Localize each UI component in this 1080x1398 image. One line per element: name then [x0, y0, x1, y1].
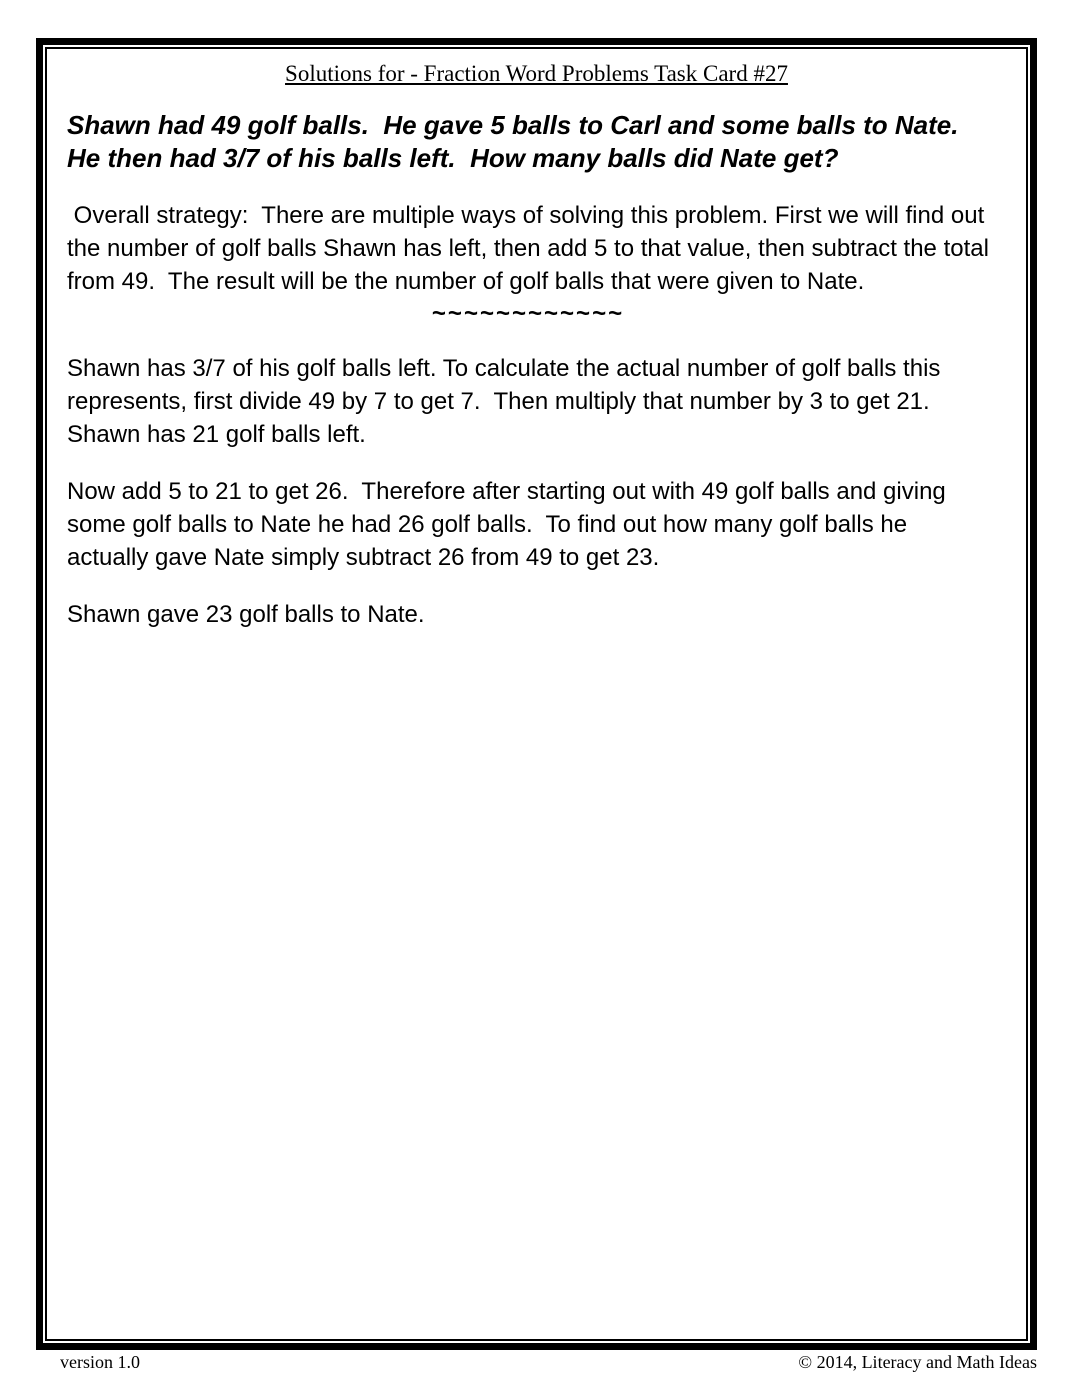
footer-version: version 1.0 [60, 1352, 140, 1372]
solution-paragraph: Now add 5 to 21 to get 26. Therefore after starting out with 49 golf balls and giving some golf balls to Nate he had 26 golf balls. To find out how many golf balls he actually gave Nate simply subtract 26 from 49 to get 23. [67, 478, 953, 571]
page-footer [38, 1352, 1037, 1373]
page-title-text: Solutions for - Fraction Word Problems Task Card #27 [285, 61, 788, 86]
problem-statement: Shawn had 49 golf balls. He gave 5 balls to Carl and some balls to Nate. He then had 3/7 of his balls left. How many balls did Nate get? [67, 110, 966, 173]
tilde-divider: ~~~~~~~~~~~~ [431, 300, 625, 327]
footer-copyright: © 2014, Literacy and Math Ideas [798, 1352, 1037, 1372]
task-card-content [45, 47, 1028, 1341]
solution-answer: Shawn gave 23 golf balls to Nate. [67, 601, 425, 628]
strategy-paragraph: Overall strategy: There are multiple ways of solving this problem. First we will find out the number of golf balls Shawn has left, then add 5 to that value, then subtract the total from 49. The result will be the number of golf balls that were given to Nate. [67, 202, 996, 295]
page-title [67, 61, 1006, 87]
task-card-border [36, 38, 1037, 1350]
solution-paragraph: Shawn has 3/7 of his golf balls left. To calculate the actual number of golf balls this represents, first divide 49 by 7 to get 7. Then multiply that number by 3 to get 21. Shawn has 21 golf balls left. [67, 355, 948, 448]
